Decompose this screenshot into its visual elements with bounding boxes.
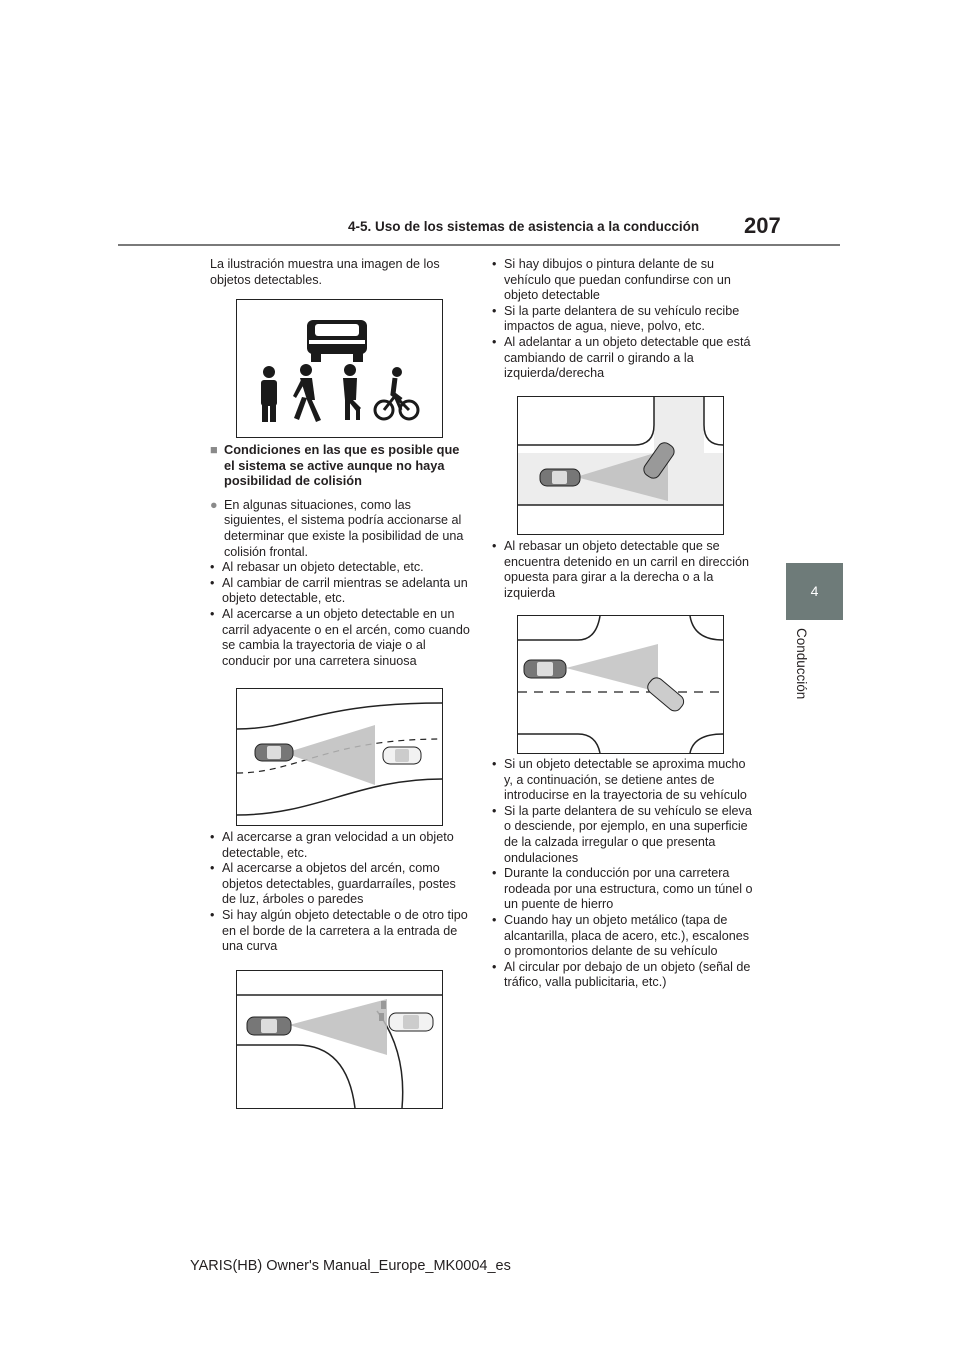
list-e bbox=[492, 757, 754, 991]
list-b bbox=[210, 830, 472, 955]
own-car-icon bbox=[540, 469, 580, 486]
section-lead: ● En algunas situaciones, como las siguientes, el sistema podría accionarse al determinar que existe la posibilidad de una colisión frontal. bbox=[210, 497, 464, 559]
target-car-icon bbox=[389, 1013, 433, 1031]
pedestrian-child-icon bbox=[343, 364, 361, 420]
square-bullet-icon: ■ bbox=[210, 442, 218, 457]
curving-road-figure bbox=[236, 688, 443, 826]
chapter-tab-label: Conducción bbox=[794, 628, 809, 700]
list-item: • Al circular por debajo de un objeto (señal de tráfico, valla publicitaria, etc.) bbox=[492, 959, 751, 990]
list-item: • Al acercarse a objetos del arcén, como objetos detectables, guardarraíles, postes de luz, árboles o paredes bbox=[210, 861, 456, 907]
car-front-icon bbox=[307, 320, 367, 362]
conditions-section bbox=[210, 442, 472, 669]
target-car-icon bbox=[383, 747, 421, 764]
header-rule bbox=[118, 244, 840, 246]
list-item: • Cuando hay un objeto metálico (tapa de alcantarilla, placa de acero, etc.), escalones o promontorios delante de su vehículo bbox=[492, 912, 750, 959]
list-item: • Si hay algún objeto detectable o de otro tipo en el borde de la carretera a la entrada de una curva bbox=[210, 907, 468, 954]
list-c bbox=[492, 257, 754, 382]
list-item: • Al adelantar a un objeto detectable que está cambiando de carril o girando a la izquierda/derecha bbox=[492, 334, 751, 381]
list-item: • Al cambiar de carril mientras se adelanta un objeto detectable, etc. bbox=[210, 575, 468, 606]
pedestrian-walking-icon bbox=[293, 364, 321, 422]
oncoming-turn-figure bbox=[517, 615, 724, 754]
own-car-icon bbox=[524, 660, 566, 678]
cyclist-icon bbox=[375, 367, 418, 419]
list-item: • Si la parte delantera de su vehículo recibe impactos de agua, nieve, polvo, etc. bbox=[492, 303, 740, 334]
own-car-icon bbox=[255, 744, 293, 761]
detectable-objects-figure bbox=[236, 299, 443, 438]
circle-bullet-icon: ● bbox=[210, 497, 218, 512]
list-item: • Al rebasar un objeto detectable, etc. bbox=[210, 560, 424, 575]
pedestrian-standing-icon bbox=[261, 366, 277, 422]
intro-paragraph bbox=[210, 257, 468, 288]
list-item: • Si la parte delantera de su vehículo se eleva o desciende, por ejemplo, en una superficie de la calzada irregular o que presenta ondulaciones bbox=[492, 803, 752, 865]
list-item: • Si un objeto detectable se aproxima mucho y, a continuación, se detiene antes de introducirse en la trayectoria de su vehículo bbox=[492, 757, 747, 803]
intro-text: La ilustración muestra una imagen de los objetos detectables. bbox=[210, 257, 440, 287]
turning-target-figure bbox=[517, 396, 724, 535]
curve-entrance-figure bbox=[236, 970, 443, 1109]
list-item: • Al acercarse a un objeto detectable en un carril adyacente o en el arcén, como cuando se cambia la trayectoria de viaje o al conducir por una carretera sinuosa bbox=[210, 606, 470, 668]
oncoming-car-icon bbox=[645, 675, 687, 714]
list-item: • Al acercarse a gran velocidad a un objeto detectable, etc. bbox=[210, 830, 454, 860]
list-item: • Si hay dibujos o pintura delante de su vehículo que puedan confundirse con un objeto detectable bbox=[492, 257, 731, 303]
manual-footer: YARIS(HB) Owner's Manual_Europe_MK0004_es bbox=[190, 1258, 511, 1274]
list-item: • Durante la conducción por una carretera rodeada por una estructura, como un túnel o un puente de hierro bbox=[492, 866, 753, 912]
page-number: 207 bbox=[744, 213, 781, 238]
chapter-tab: 4 bbox=[786, 563, 843, 620]
section-title: 4-5. Uso de los sistemas de asistencia a la conducción bbox=[348, 219, 700, 234]
section-heading: ■ Condiciones en las que es posible que el sistema se active aunque no haya posibilidad de colisión bbox=[210, 442, 460, 489]
list-d bbox=[492, 539, 754, 601]
list-item: • Al rebasar un objeto detectable que se encuentra detenido en un carril en dirección opuesta para girar a la derecha o a la izquierda bbox=[492, 539, 750, 600]
own-car-icon bbox=[247, 1017, 291, 1035]
